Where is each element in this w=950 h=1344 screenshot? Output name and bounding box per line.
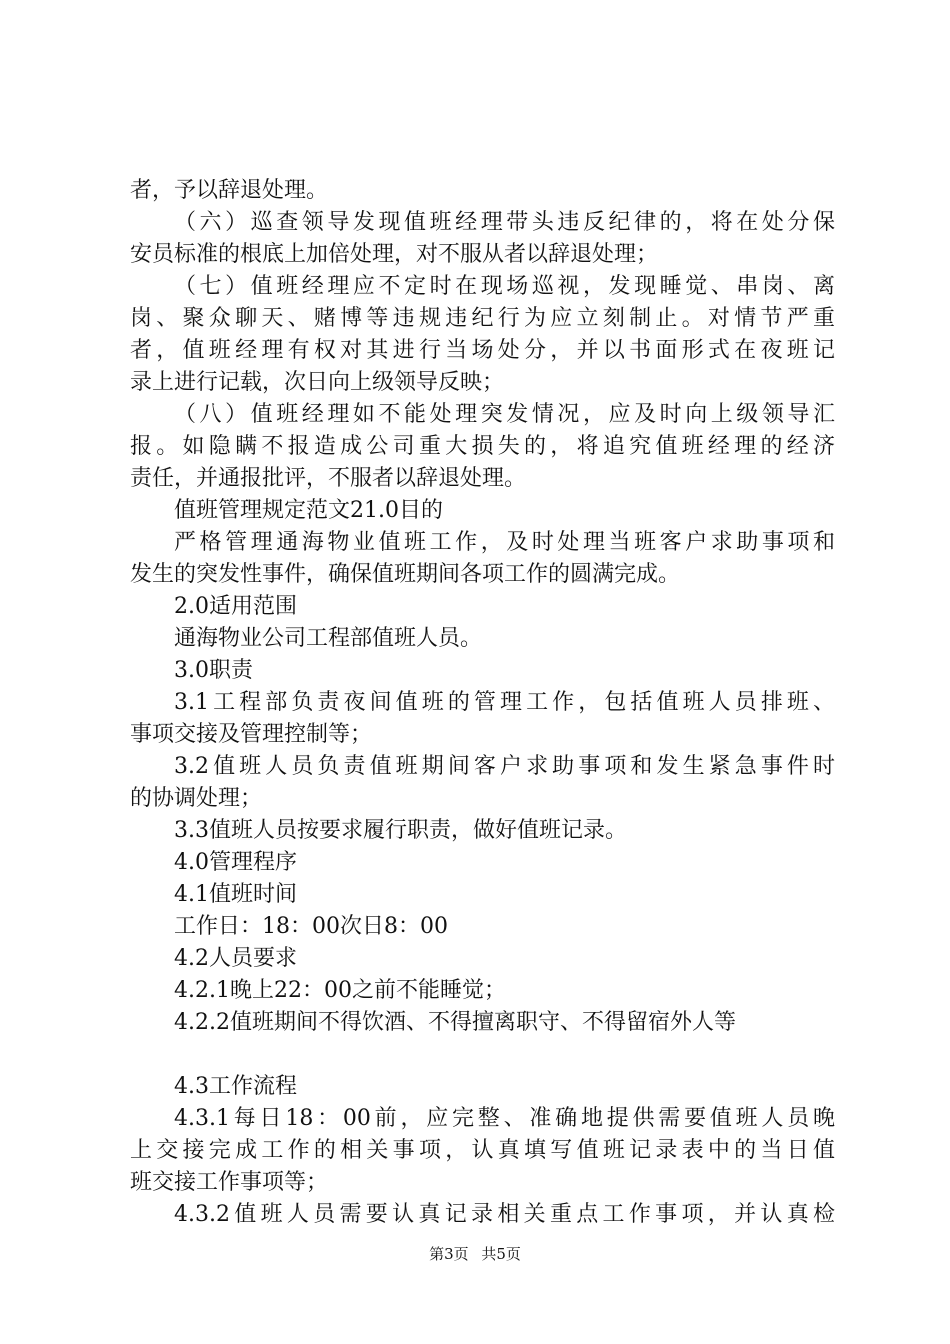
text-line: 者，予以辞退处理。 [130, 178, 329, 203]
page-footer [0, 1244, 950, 1264]
text-line: 3.2值班人员负责值班期间客户求助事项和发生紧急事件时 [174, 754, 835, 779]
text-line: 的协调处理； [130, 786, 263, 811]
section-heading: 3.0职责 [174, 658, 253, 683]
section-heading: 4.2人员要求 [174, 946, 297, 971]
section-heading: 4.0管理程序 [174, 850, 297, 875]
document-body [130, 175, 835, 1231]
text-line: （六）巡查领导发现值班经理带头违反纪律的，将在处分保 [174, 210, 835, 235]
text-line: 3.3值班人员按要求履行职责，做好值班记录。 [174, 818, 627, 843]
text-line: 4.3.1每日18：00前，应完整、准确地提供需要值班人员晚 [174, 1106, 835, 1131]
text-line: 严格管理通海物业值班工作，及时处理当班客户求助事项和 [174, 530, 835, 555]
text-line: 安员标准的根底上加倍处理，对不服从者以辞退处理； [130, 242, 659, 267]
text-line: （七）值班经理应不定时在现场巡视，发现睡觉、串岗、离 [174, 274, 835, 299]
page-number: 第3页 [429, 1245, 469, 1263]
text-line: 事项交接及管理控制等； [130, 722, 373, 747]
text-line: 岗、聚众聊天、赌博等违规违纪行为应立刻制止。对情节严重 [130, 306, 835, 331]
text-line: 报。如隐瞒不报造成公司重大损失的，将追究值班经理的经济 [130, 434, 835, 459]
text-line: 4.2.1晚上22：00之前不能睡觉； [174, 978, 506, 1003]
text-line: 上交接完成工作的相关事项，认真填写值班记录表中的当日值 [130, 1138, 835, 1163]
text-line: 录上进行记载，次日向上级领导反映； [130, 370, 505, 395]
text-line: 工作日：18：00次日8：00 [174, 914, 448, 939]
page-total: 共5页 [481, 1245, 521, 1263]
text-line: 通海物业公司工程部值班人员。 [174, 626, 483, 651]
text-line: 责任，并通报批评，不服者以辞退处理。 [130, 466, 527, 491]
text-line: 者，值班经理有权对其进行当场处分，并以书面形式在夜班记 [130, 338, 835, 363]
section-heading: 值班管理规定范文21.0目的 [174, 498, 443, 523]
text-line: （八）值班经理如不能处理突发情况，应及时向上级领导汇 [174, 402, 835, 427]
section-heading: 4.3工作流程 [174, 1074, 297, 1099]
section-heading: 2.0适用范围 [174, 594, 297, 619]
text-line: 班交接工作事项等； [130, 1170, 329, 1195]
blank-line [130, 1039, 835, 1071]
text-line: 发生的突发性事件，确保值班期间各项工作的圆满完成。 [130, 562, 681, 587]
section-heading: 4.1值班时间 [174, 882, 297, 907]
text-line: 4.2.2值班期间不得饮酒、不得擅离职守、不得留宿外人等 [174, 1010, 736, 1035]
text-line: 3.1工程部负责夜间值班的管理工作，包括值班人员排班、 [174, 690, 835, 715]
text-line: 4.3.2值班人员需要认真记录相关重点工作事项，并认真检 [174, 1202, 835, 1227]
